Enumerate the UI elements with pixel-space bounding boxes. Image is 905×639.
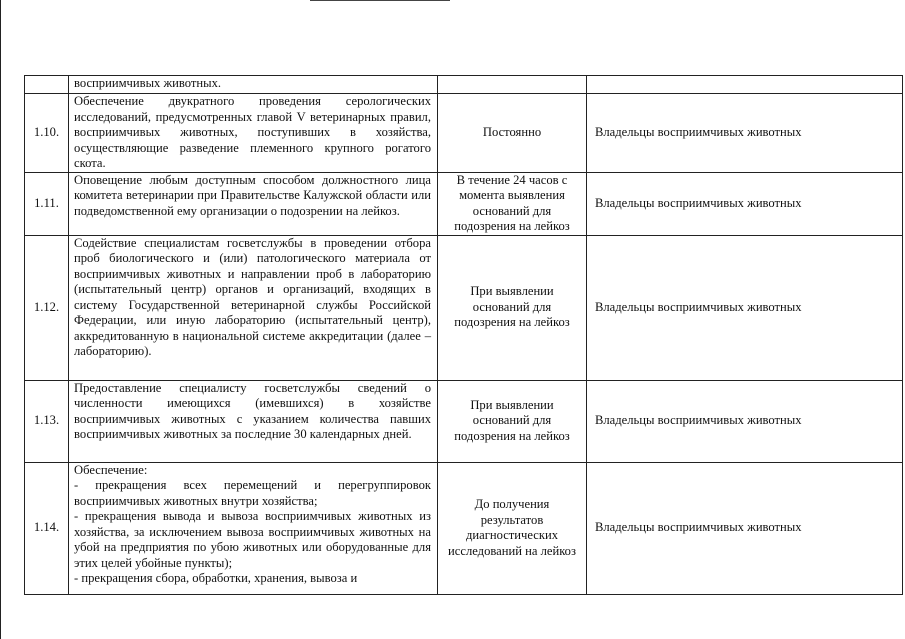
row-responsible: Владельцы восприимчивых животных: [587, 172, 903, 235]
row-number: 1.12.: [25, 235, 69, 380]
row-term: [438, 76, 587, 94]
row-responsible: Владельцы восприимчивых животных: [587, 462, 903, 594]
row-number: 1.11.: [25, 172, 69, 235]
row-number: 1.14.: [25, 462, 69, 594]
table-row-1-11: [25, 172, 903, 235]
table-row-continuation: [25, 76, 903, 94]
table-row-1-10: [25, 94, 903, 173]
row-description: восприимчивых животных.: [69, 76, 438, 94]
row-description: Предоставление специалисту госветслужбы сведений о численности имеющихся (имевшихся) в хозяйстве восприимчивых животных с указанием количества павших восприимчивых животных за последние 30 календарных дней.: [69, 380, 438, 462]
table-row-1-12: [25, 235, 903, 380]
page-left-edge: [0, 0, 1, 639]
row-description: Содействие специалистам госветслужбы в проведении отбора проб биологического и (или) патологического материала от восприимчивых животных и направлении проб в лабораторию (испытательный центр) органов и организаций, входящих в систему Государственной ветеринарной службы Российской Федерации, или иную лабораторию (испытательный центр), аккредитованную в национальной системе аккредитации (далее – лабораторию).: [69, 235, 438, 380]
measures-table: [24, 75, 903, 595]
row-term: При выявлении оснований для подозрения на лейкоз: [438, 380, 587, 462]
table-row-1-14: [25, 462, 903, 594]
description-line: - прекращения всех перемещений и перегруппировок восприимчивых животных внутри хозяйства;: [74, 478, 431, 508]
row-description: Оповещение любым доступным способом должностного лица комитета ветеринарии при Правительстве Калужской области или подведомственной ему организации о подозрении на лейкоз.: [69, 172, 438, 235]
row-description: Обеспечение двукратного проведения серологических исследований, предусмотренных главой V ветеринарных правил, восприимчивых животных, поступивших в хозяйства, осуществляющие разведение племенного крупного рогатого скота.: [69, 94, 438, 173]
row-number: [25, 76, 69, 94]
row-term: Постоянно: [438, 94, 587, 173]
row-term: При выявлении оснований для подозрения на лейкоз: [438, 235, 587, 380]
row-description: [69, 462, 438, 594]
table-row-1-13: [25, 380, 903, 462]
row-responsible: [587, 76, 903, 94]
row-term: В течение 24 часов с момента выявления оснований для подозрения на лейкоз: [438, 172, 587, 235]
row-responsible: Владельцы восприимчивых животных: [587, 235, 903, 380]
row-responsible: Владельцы восприимчивых животных: [587, 94, 903, 173]
row-term: До получения результатов диагностических исследований на лейкоз: [438, 462, 587, 594]
top-rule: [310, 0, 450, 1]
row-responsible: Владельцы восприимчивых животных: [587, 380, 903, 462]
description-line: - прекращения сбора, обработки, хранения, вывоза и: [74, 571, 358, 585]
row-number: 1.10.: [25, 94, 69, 173]
description-line: Обеспечение:: [74, 462, 148, 477]
row-number: 1.13.: [25, 380, 69, 462]
description-line: - прекращения вывода и вывоза восприимчивых животных из хозяйства, за исключением вывоза восприимчивых животных на убой на предприятия по убою животных или оборудованные для этих целей убойные пункты);: [74, 509, 431, 570]
